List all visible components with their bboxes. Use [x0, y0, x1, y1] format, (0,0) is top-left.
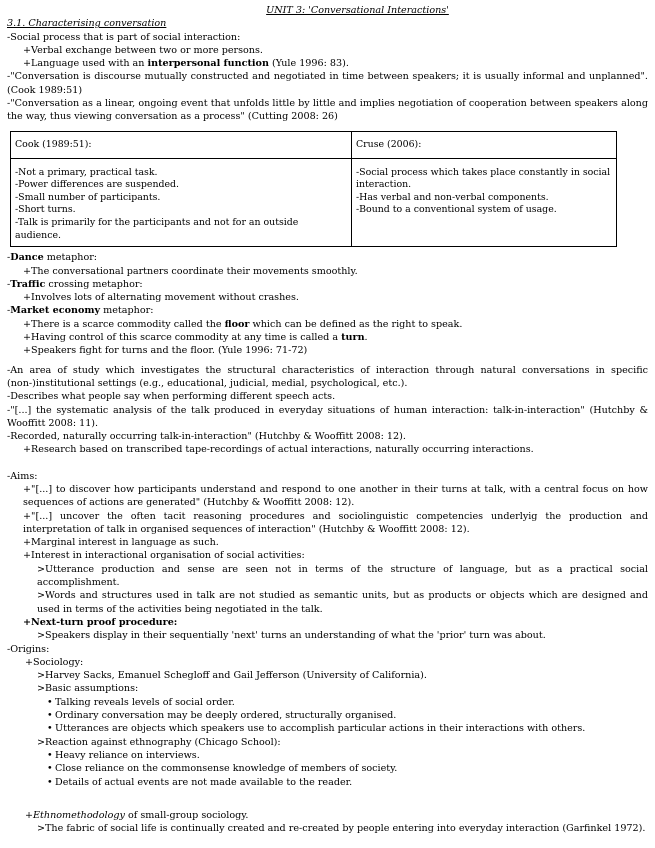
table-item: -Not a primary, practical task. [15, 166, 158, 178]
ca-line: -Describes what people say when performing different speech acts. [7, 391, 336, 403]
aim-item: +Marginal interest in language as such. [23, 537, 219, 549]
ca-definition: -An area of study which investigates the structural characteristics of interaction through natural conversations in specific (non-)institutional settings (e.g., educational, judicial, medial, psychological, etc.). [7, 364, 648, 389]
metaphor-point: +There is a scarce commodity called the floor which can be defined as the right to speak. [23, 318, 463, 330]
origins-people: >Harvey Sacks, Emanuel Schegloff and Gail Jefferson (University of California). [37, 670, 427, 682]
quote-cook: -"Conversation is discourse mutually constructed and negotiated in time between speakers; it is usually informal and unplanned". (Cook 1989:51) [7, 71, 648, 96]
aim-subitem: >Utterance production and sense are seen not in terms of the structure of language, but as a practical social accomplishment. [37, 563, 648, 589]
aim-item: +Next-turn proof procedure: [23, 616, 178, 628]
origins-reaction: >Reaction against ethnography (Chicago School): [37, 736, 281, 748]
ca-line: -Recorded, naturally occurring talk-in-interaction" (Hutchby & Wooffitt 2008: 12). [7, 431, 406, 443]
intro-point: +Verbal exchange between two or more persons. [23, 44, 263, 56]
table-header-cook: Cook (1989:51): [11, 131, 352, 158]
table-item: -Has verbal and non-verbal components. [356, 191, 549, 203]
document-page [7, 4, 648, 835]
metaphor-market: -Market economy metaphor: [7, 305, 154, 317]
reaction-item: • Details of actual events are not made available to the reader. [7, 776, 648, 789]
metaphor-point: +Speakers fight for turns and the floor. (Yule 1996: 71-72) [23, 345, 308, 357]
assumption-item: • Utterances are objects which speakers use to accomplish particular actions in their interactions with others. [7, 722, 648, 735]
table-item: -Social process which takes place constantly in social interaction. [356, 166, 611, 191]
aim-subitem: >Words and structures used in talk are not studied as semantic units, but as products or objects which are designed and used in terms of the activities being negotiated in the talk. [37, 590, 648, 615]
table-cell-cook [11, 158, 352, 247]
quote-cutting: -"Conversation as a linear, ongoing event that unfolds little by little and implies negotiation of cooperation between speakers along the way, thus viewing conversation as a process" (Cutting 2008: 26) [7, 98, 648, 123]
aim-item: +"[...] to discover how participants understand and respond to one another in their turns at talk, with a central focus on how sequences of actions are generated" (Hutchby & Wooffitt 2008: 12). [23, 483, 648, 509]
aims-label: -Aims: [7, 470, 38, 482]
origins-ethnomethodology: +Ethnomethodology of small-group sociology. [25, 809, 249, 821]
table-cell-cruse [352, 158, 617, 247]
bold-term: interpersonal function [147, 58, 269, 70]
aim-subitem: >Speakers display in their sequentially 'next' turns an understanding of what the 'prior' turn was about. [37, 630, 546, 642]
reaction-item: • Close reliance on the commonsense knowledge of members of society. [7, 762, 648, 775]
page-title: UNIT 3: 'Conversational Interactions' [266, 5, 449, 16]
metaphor-point: +Having control of this scarce commodity at any time is called a turn. [23, 332, 368, 344]
aim-item: +Interest in interactional organisation of social activities: [23, 550, 305, 562]
aim-item: +"[...] uncover the often tacit reasoning procedures and sociolinguistic competencies underlyig the production and interpretation of talk in organised sequences of interaction" (Hutchby & Wooffitt 2008: 12). [23, 510, 648, 535]
table-item: -Power differences are suspended. [15, 179, 180, 191]
table-item: -Short turns. [15, 204, 76, 216]
metaphor-point: +The conversational partners coordinate their movements smoothly. [23, 265, 358, 277]
intro-line: -Social process that is part of social interaction: [7, 31, 241, 43]
ca-point: +Research based on transcribed tape-recordings of actual interactions, naturally occurring interactions. [23, 444, 534, 456]
metaphor-dance: -Dance metaphor: [7, 252, 98, 264]
reaction-item: • Heavy reliance on interviews. [7, 749, 648, 762]
assumption-item: • Talking reveals levels of social order. [7, 696, 648, 709]
origins-assumptions: >Basic assumptions: [37, 683, 139, 695]
metaphor-traffic: -Traffic crossing metaphor: [7, 278, 143, 290]
assumption-item: • Ordinary conversation may be deeply ordered, structurally organised. [7, 709, 648, 722]
table-header-cruse: Cruse (2006): [352, 131, 617, 158]
table-item: -Small number of participants. [15, 191, 161, 203]
table-item: -Bound to a conventional system of usage. [356, 204, 557, 216]
table-item: -Talk is primarily for the participants and not for an outside audience. [15, 217, 299, 241]
origins-sociology: +Sociology: [25, 656, 84, 668]
ethno-point: >The fabric of social life is continually created and re-created by people entering into everyday interaction (Garfinkel 1972). [37, 823, 646, 835]
intro-point: +Language used with an interpersonal function (Yule 1996: 83). [23, 58, 349, 70]
comparison-table [10, 131, 617, 248]
ca-quote: -"[...] the systematic analysis of the talk produced in everyday situations of human interaction: talk-in-interaction" (Hutchby & Wooffitt 2008: 11). [7, 404, 648, 429]
metaphor-point: +Involves lots of alternating movement without crashes. [23, 292, 299, 304]
section-heading: 3.1. Characterising conversation [7, 18, 167, 30]
origins-label: -Origins: [7, 643, 50, 655]
